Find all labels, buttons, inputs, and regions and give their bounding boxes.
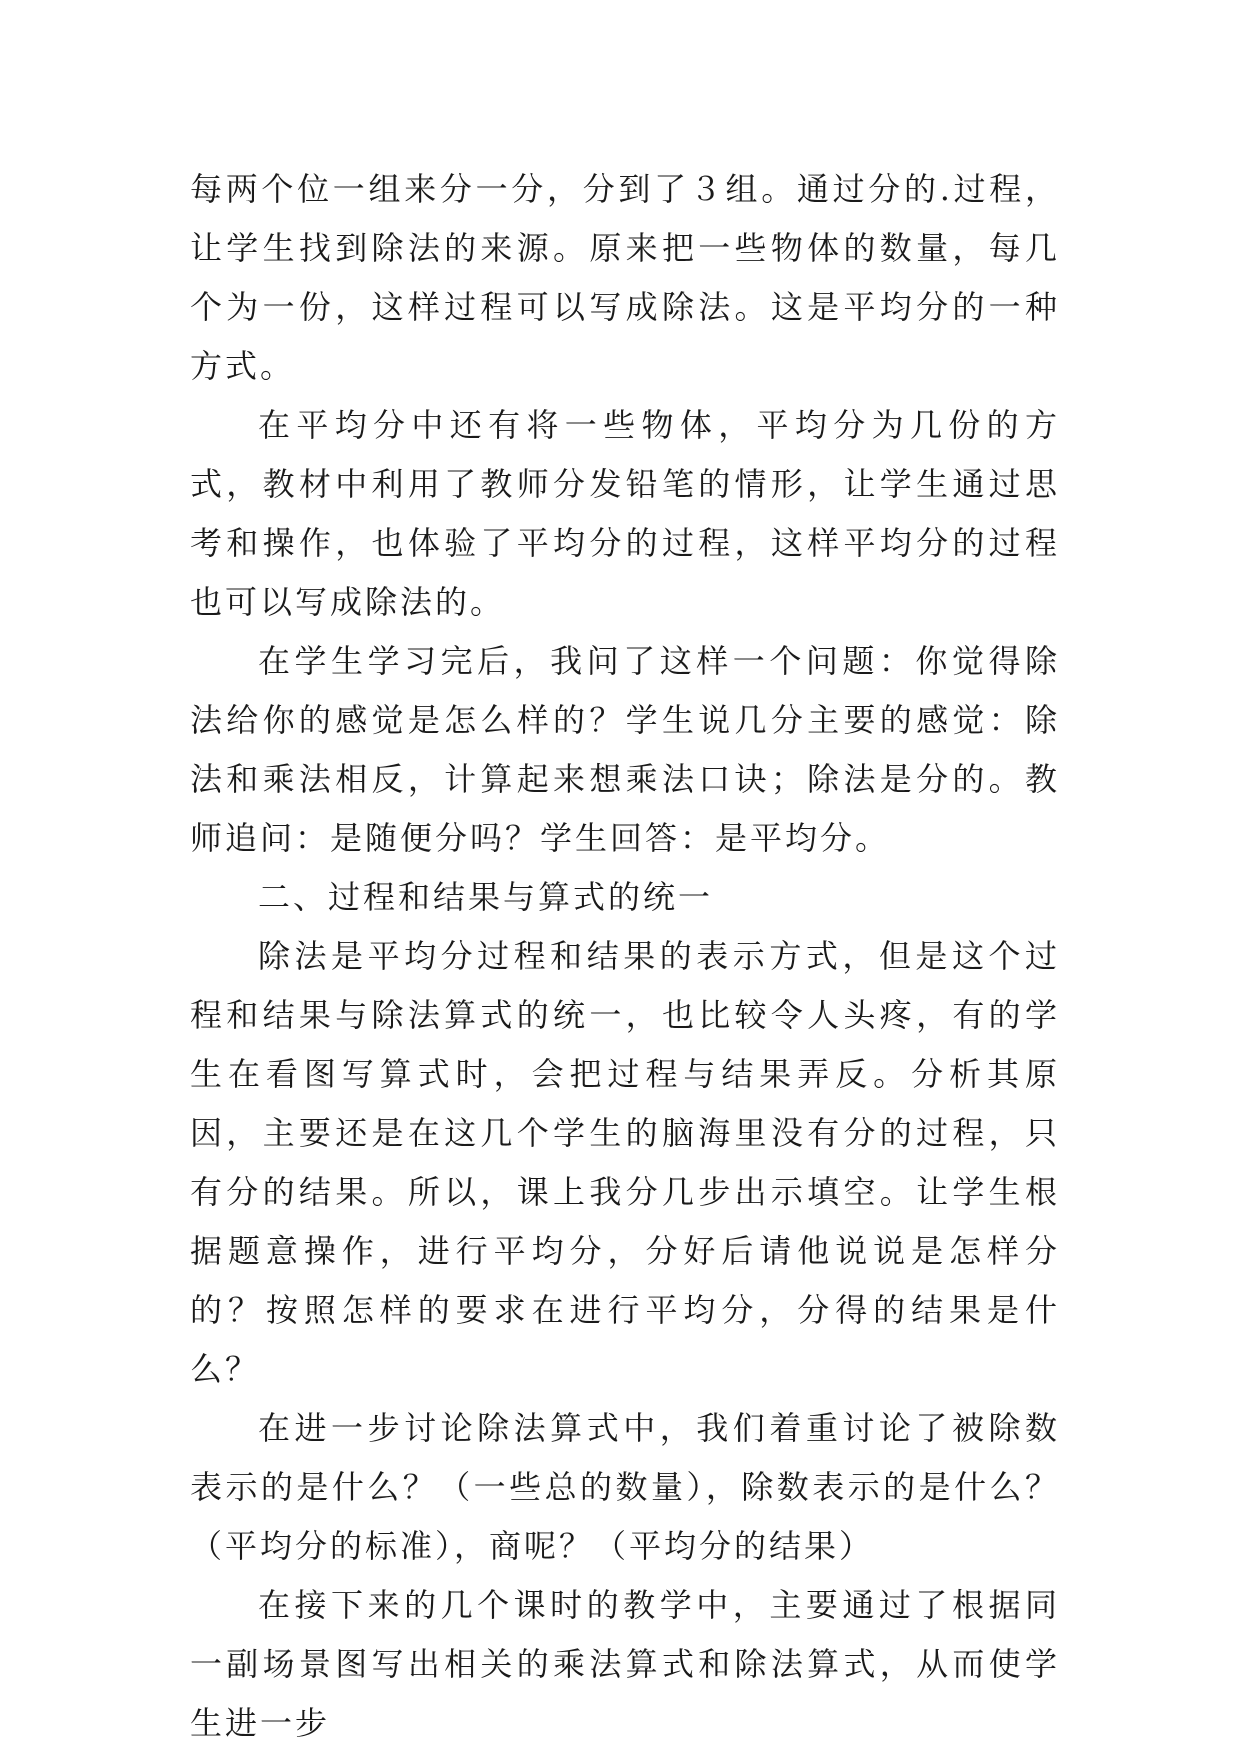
paragraph: 每两个位一组来分一分，分到了３组。通过分的.过程，让学生找到除法的来源。原来把一些物体的数量，每几个为一份，这样过程可以写成除法。这是平均分的一种方式。 xyxy=(190,170,1060,385)
paragraph: 在学生学习完后，我问了这样一个问题：你觉得除法给你的感觉是怎么样的？学生说几分主要的感觉：除法和乘法相反，计算起来想乘法口诀；除法是分的。教师追问：是随便分吗？学生回答：是平均分。 xyxy=(190,642,1060,857)
paragraph: 除法是平均分过程和结果的表示方式，但是这个过程和结果与除法算式的统一，也比较令人头疼，有的学生在看图写算式时，会把过程与结果弄反。分析其原因，主要还是在这几个学生的脑海里没有分的过程，只有分的结果。所以，课上我分几步出示填空。让学生根据题意操作，进行平均分，分好后请他说说是怎样分的？按照怎样的要求在进行平均分，分得的结果是什么？ xyxy=(190,937,1060,1388)
section-heading: 二、过程和结果与算式的统一 xyxy=(258,878,714,916)
body-text xyxy=(190,160,1060,1753)
paragraph: 在平均分中还有将一些物体，平均分为几份的方式，教材中利用了教师分发铅笔的情形，让学生通过思考和操作，也体验了平均分的过程，这样平均分的过程也可以写成除法的。 xyxy=(190,406,1060,621)
paragraph: 在进一步讨论除法算式中，我们着重讨论了被除数表示的是什么？（一些总的数量），除数表示的是什么？（平均分的标准），商呢？（平均分的结果） xyxy=(190,1409,1060,1565)
paragraph: 在接下来的几个课时的教学中，主要通过了根据同一副场景图写出相关的乘法算式和除法算式，从而使学生进一步 xyxy=(190,1586,1060,1742)
